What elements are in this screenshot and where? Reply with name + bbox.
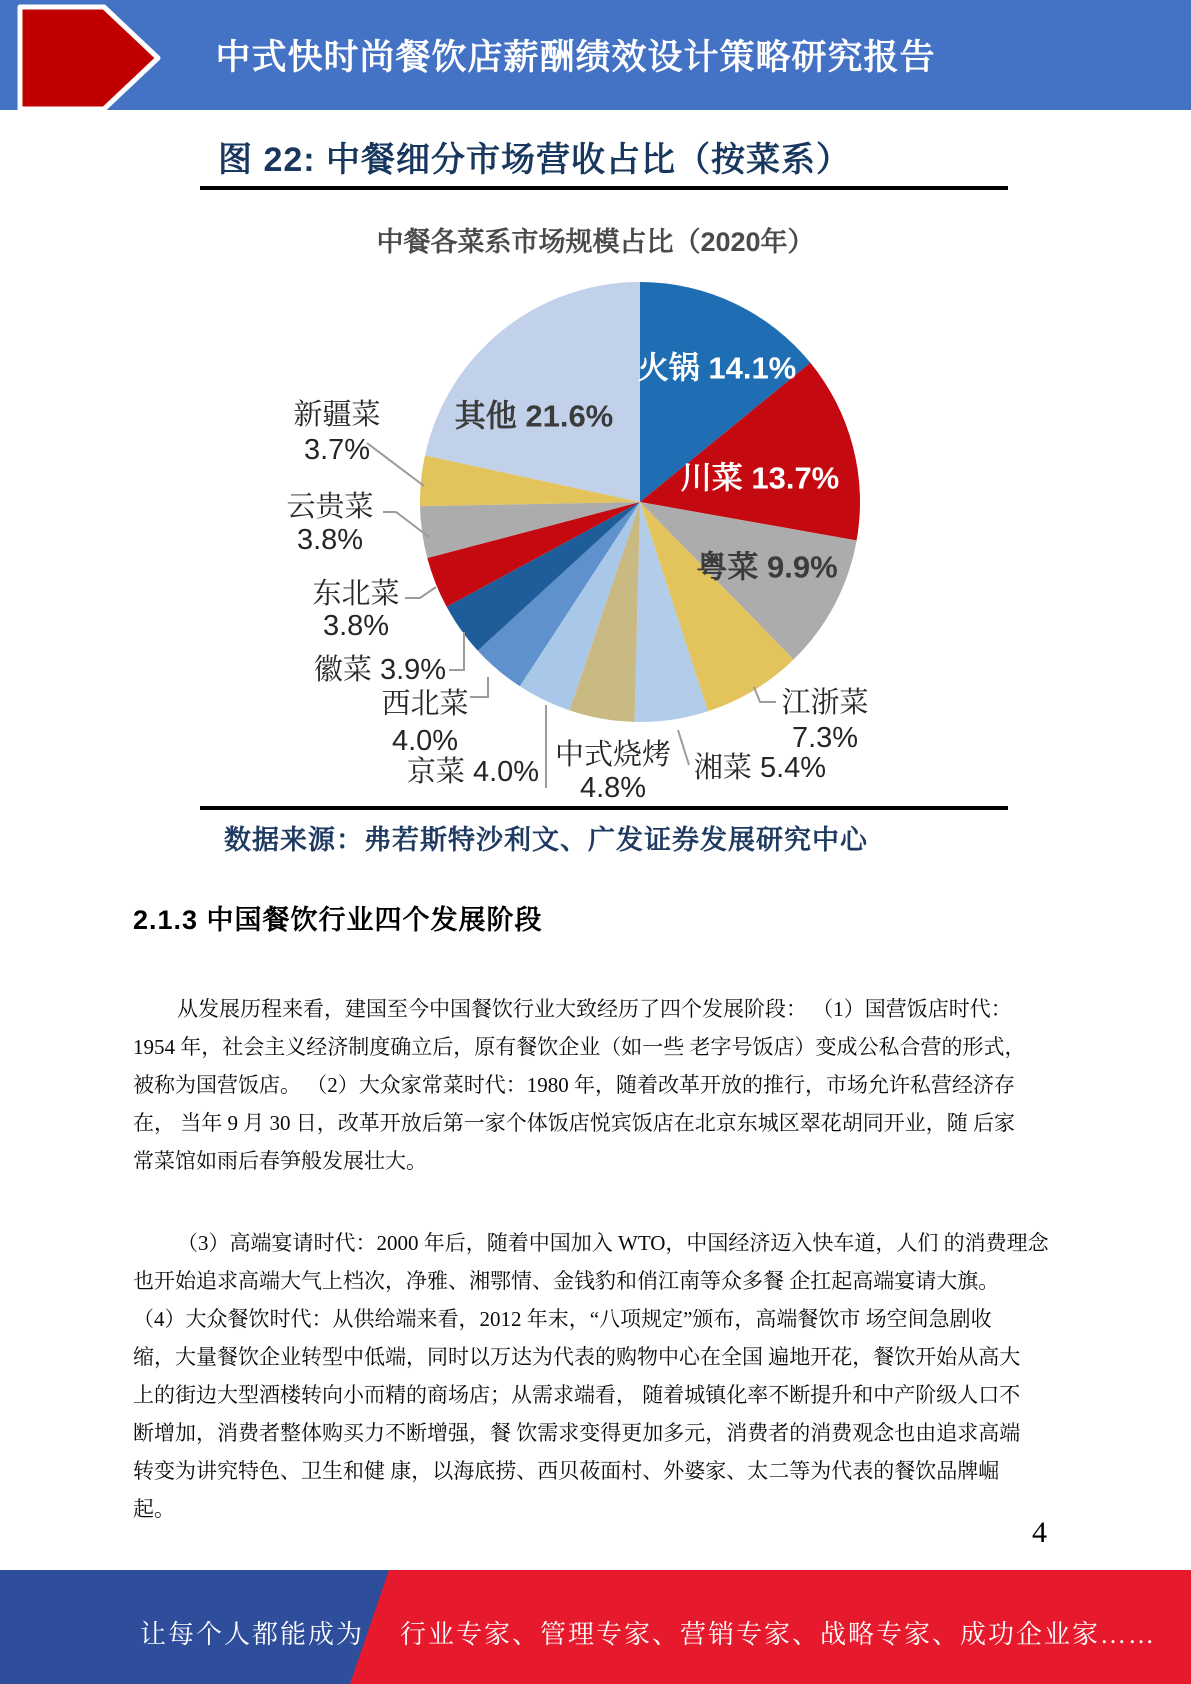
- pie-label-2: 粤菜 9.9%: [696, 549, 838, 585]
- text-line: 常菜馆如雨后春笋般发展壮大。: [133, 1149, 427, 1173]
- text-line: 转变为讲究特色、卫生和健 康，以海底捞、西贝莜面村、外婆家、太二等为代表的餐饮品牌崛: [133, 1459, 1000, 1483]
- report-title: 中式快时尚餐饮店薪酬绩效设计策略研究报告: [215, 38, 936, 77]
- pie-leader-3: [754, 687, 776, 702]
- text-line: 在， 当年 9 月 30 日，改革开放后第一家个体饭店悦宾饭店在北京东城区翠花胡同开业，随 后家: [133, 1111, 1015, 1135]
- figure-top-rule: [200, 186, 1008, 190]
- paragraph: [133, 990, 1073, 1180]
- text-line: 缩，大量餐饮企业转型中低端，同时以万达为代表的购物中心在全国 遍地开花，餐饮开始从高大: [133, 1345, 1021, 1369]
- chart-title: 中餐各菜系市场规模占比（2020年）: [376, 227, 815, 257]
- figure-bottom-rule: [200, 806, 1008, 810]
- body-paragraphs: [133, 990, 1073, 1572]
- footer-banner: [0, 1570, 1191, 1684]
- pie-label-4: 湘菜 5.4%: [693, 752, 827, 784]
- pie-label-1: 川菜 13.7%: [680, 460, 840, 496]
- figure-caption: 图 22: 中餐细分市场营收占比（按菜系）: [218, 141, 852, 179]
- footer-slogan-right: 行业专家、管理专家、营销专家、战略专家、成功企业家……: [400, 1620, 1157, 1649]
- page-number: 4: [1032, 1516, 1047, 1549]
- pie-leader-9: [405, 587, 436, 598]
- pie-label-9: 东北菜 3.8%: [312, 578, 400, 642]
- pie-label-11: 新疆菜 3.7%: [293, 399, 381, 466]
- pie-label-6: 京菜 4.0%: [406, 756, 540, 788]
- pie-leader-11: [367, 443, 424, 486]
- text-line: 也开始追求高端大气上档次，净雅、湘鄂情、金钱豹和俏江南等众多餐 企扛起高端宴请大旗。: [133, 1269, 1000, 1293]
- pie-chart: [240, 232, 1050, 812]
- text-line: 被称为国营饭店。 （2）大众家常菜时代：1980 年，随着改革开放的推行，市场允许私营经济存: [133, 1073, 1015, 1097]
- pie-label-3: 江浙菜 7.3%: [781, 687, 869, 754]
- pie-label-8: 徽菜 3.9%: [313, 654, 447, 686]
- pie-label-0: 火锅 14.1%: [637, 350, 797, 386]
- pie-leader-8: [449, 632, 464, 670]
- text-line: （4）大众餐饮时代：从供给端来看，2012 年末，“八项规定”颁布，高端餐饮市 场空间急剧收: [133, 1307, 992, 1331]
- pie-label-12: 其他 21.6%: [454, 398, 614, 434]
- paragraph: [133, 1224, 1073, 1528]
- text-line: 起。: [133, 1497, 175, 1521]
- text-line: 1954 年，社会主义经济制度确立后，原有餐饮企业（如一些 老字号饭店）变成公私合营的形式，: [133, 1035, 1026, 1059]
- text-line: 上的街边大型酒楼转向小而精的商场店；从需求端看， 随着城镇化率不断提升和中产阶级人口不: [133, 1383, 1021, 1407]
- pie-leader-4: [678, 730, 689, 765]
- pie-label-10: 云贵菜 3.8%: [286, 491, 374, 556]
- footer-slogan-left: 让每个人都能成为: [140, 1620, 365, 1649]
- text-line: 断增加，消费者整体购买力不断增强，餐 饮需求变得更加多元，消费者的消费观念也由追求高端: [133, 1421, 1021, 1445]
- text-line: （3）高端宴请时代：2000 年后，随着中国加入 WTO，中国经济迈入快车道，人们 的消费理念: [177, 1231, 1049, 1255]
- pie-label-5: 中式烧烤 4.8%: [554, 739, 672, 804]
- figure-source: 数据来源：弗若斯特沙利文、广发证券发展研究中心: [224, 825, 868, 855]
- section-heading: 2.1.3 中国餐饮行业四个发展阶段: [133, 905, 543, 935]
- header-banner: [0, 0, 1191, 110]
- pie-leader-7: [470, 677, 488, 697]
- text-line: 从发展历程来看，建国至今中国餐饮行业大致经历了四个发展阶段： （1）国营饭店时代：: [177, 997, 1012, 1021]
- pie-label-7: 西北菜 4.0%: [381, 688, 469, 757]
